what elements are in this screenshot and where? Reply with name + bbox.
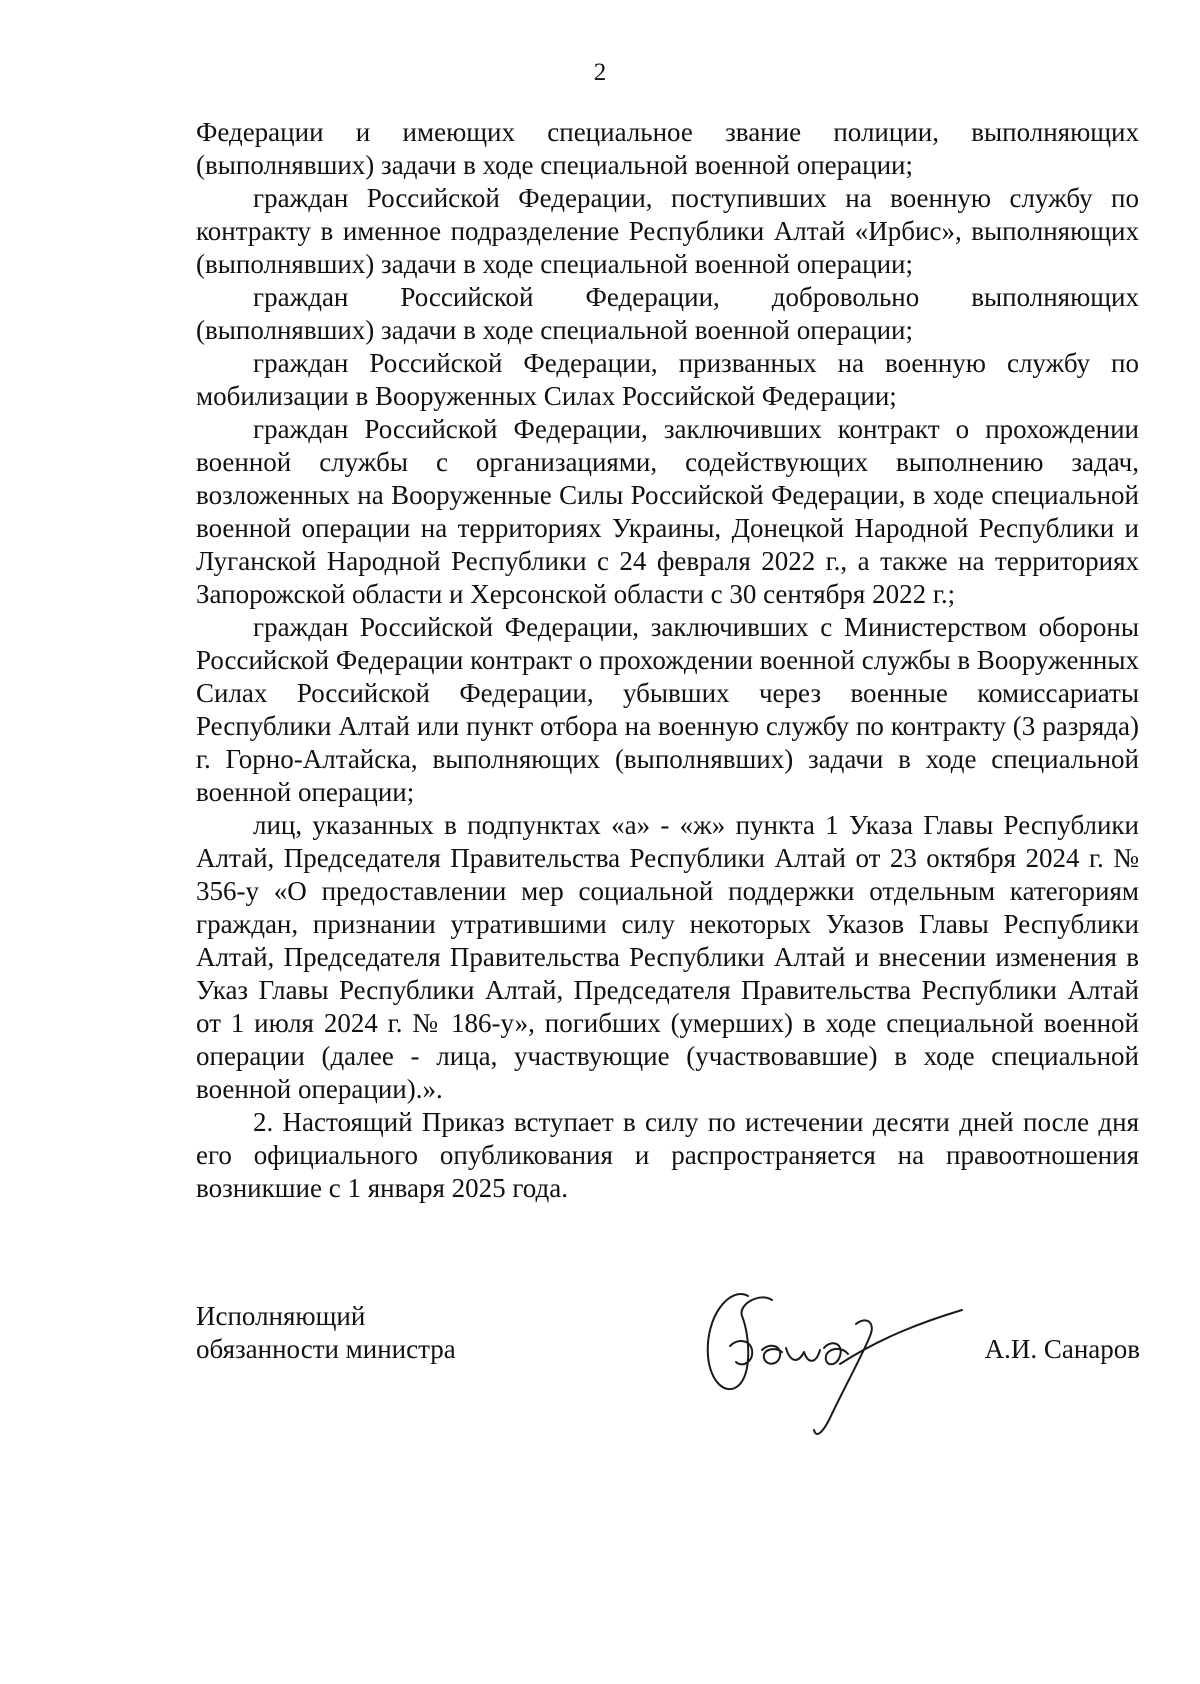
handwritten-signature — [690, 1276, 980, 1446]
paragraph-continuation: Федерации и имеющих специальное звание полиции, выполняющих (выполнявших) задачи в ходе специальной военной операции; — [196, 117, 1139, 180]
position-line-2: обязанности министра — [196, 1334, 456, 1364]
paragraph-irbis-contract: граждан Российской Федерации, поступивших на военную службу по контракту в именное подразделение Республики Алтай «Ирбис», выполняющих (выполнявших) задачи в ходе специальной военной операции; — [196, 183, 1139, 279]
paragraph-volunteers: граждан Российской Федерации, добровольно выполняющих (выполнявших) задачи в ходе специальной военной операции; — [196, 282, 1139, 345]
document-body — [196, 116, 1139, 1205]
paragraph-mobilized: граждан Российской Федерации, призванных на военную службу по мобилизации в Вооруженных Силах Российской Федерации; — [196, 348, 1139, 411]
signer-name: А.И. Санаров — [984, 1334, 1140, 1364]
paragraph-persons-decree: лиц, указанных в подпунктах «а» - «ж» пункта 1 Указа Главы Республики Алтай, Председателя Правительства Республики Алтай от 23 октября 2024 г. № 356-у «О предоставлении мер социальной поддержки отдельным категориям граждан, признании утратившими силу некоторых Указов Главы Республики Алтай, Председателя Правительства Республики Алтай и внесении изменения в Указ Главы Республики Алтай, Председателя Правительства Республики Алтай от 1 июля 2024 г. № 186-у», погибших (умерших) в ходе специальной военной операции (далее - лица, участвующие (участвовавшие) в ходе специальной военной операции).». — [196, 810, 1139, 1104]
paragraph-ministry-contract: граждан Российской Федерации, заключивших с Министерством обороны Российской Федерации контракт о прохождении военной службы в Вооруженных Силах Российской Федерации, убывших через военные комиссариаты Республики Алтай или пункт отбора на военную службу по контракту (3 разряда) г. Горно-Алтайска, выполняющих (выполнявших) задачи в ходе специальной военной операции; — [196, 612, 1139, 807]
paragraph-effective-date: 2. Настоящий Приказ вступает в силу по истечении десяти дней после дня его официального опубликования и распространяется на правоотношения возникшие с 1 января 2025 года. — [196, 1107, 1139, 1203]
paragraph-organizations-contract: граждан Российской Федерации, заключивших контракт о прохождении военной службы с организациями, содействующих выполнению задач, возложенных на Вооруженные Силы Российской Федерации, в ходе специальной военной операции на территориях Украины, Донецкой Народной Республики и Луганской Народной Республики с 24 февраля 2022 г., а также на территориях Запорожской области и Херсонской области с 30 сентября 2022 г.; — [196, 414, 1139, 609]
signer-position — [196, 1300, 456, 1366]
page-number: 2 — [593, 59, 607, 86]
position-line-1: Исполняющий — [196, 1301, 366, 1331]
